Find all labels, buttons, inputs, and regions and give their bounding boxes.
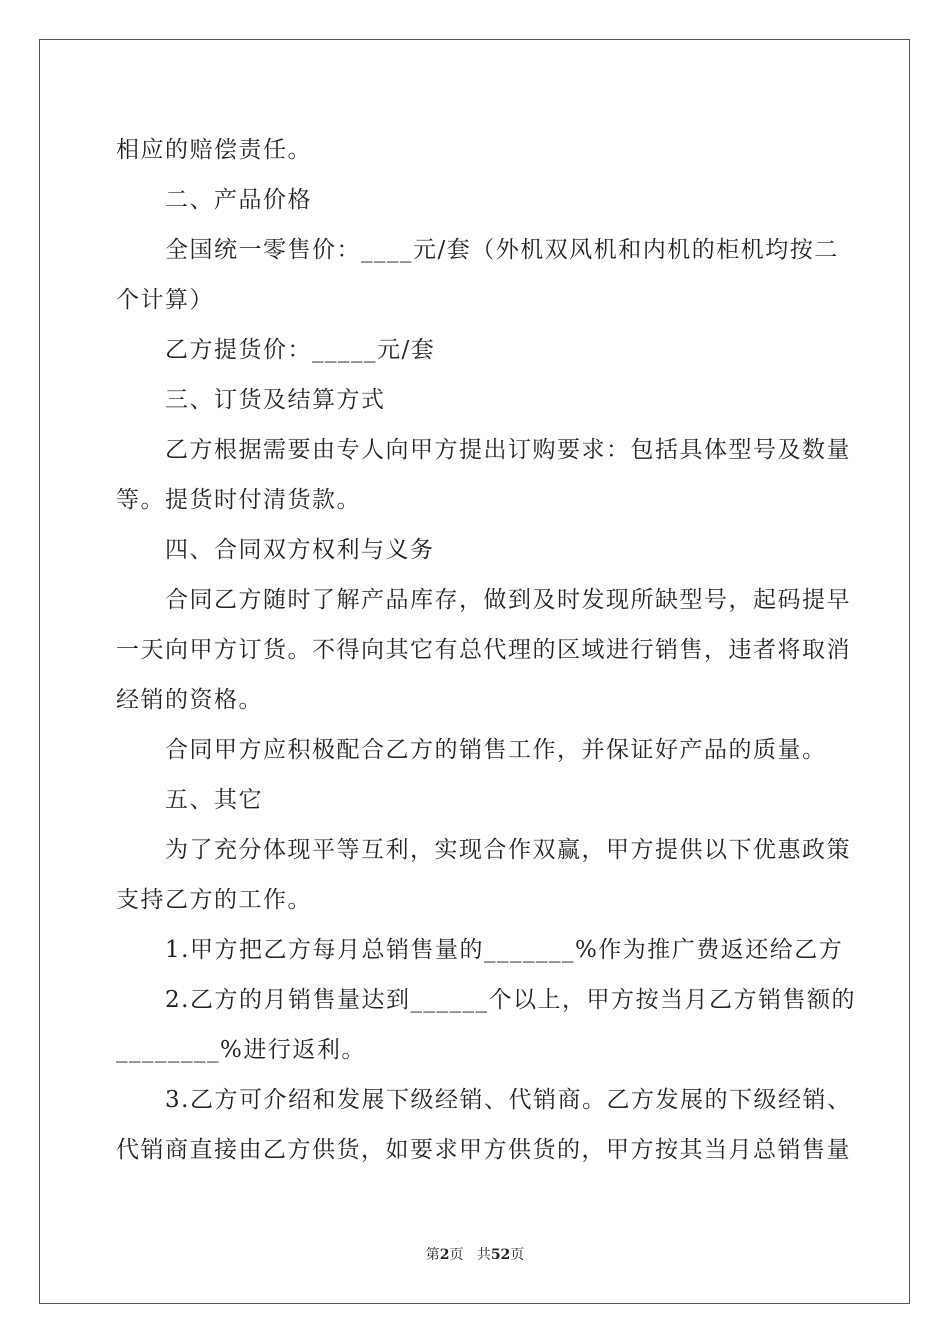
text-line: 合同甲方应积极配合乙方的销售工作，并保证好产品的质量。 — [165, 737, 827, 763]
text-line: 一天向甲方订货。不得向其它有总代理的区域进行销售，违者将取消 — [116, 637, 851, 663]
text-line: 经销的资格。 — [116, 687, 263, 713]
text-line: 代销商直接由乙方供货，如要求甲方供货的，甲方按其当月总销售量 — [116, 1137, 851, 1163]
section-heading: 五、其它 — [165, 787, 263, 813]
text-line: 个计算） — [116, 287, 214, 313]
page-footer — [0, 1246, 950, 1264]
text-line: 全国统一零售价：____元/套（外机双风机和内机的柜机均按二 — [165, 237, 839, 263]
total-prefix: 共 — [476, 1247, 491, 1263]
text-line: 支持乙方的工作。 — [116, 887, 312, 913]
section-heading: 四、合同双方权利与义务 — [165, 537, 435, 563]
list-item: 3.乙方可介绍和发展下级经销、代销商。乙方发展的下级经销、 — [165, 1087, 852, 1113]
list-item: 2.乙方的月销售量达到______个以上，甲方按当月乙方销售额的 — [165, 987, 856, 1013]
text-line: 相应的赔偿责任。 — [116, 137, 312, 163]
section-heading: 二、产品价格 — [165, 187, 312, 213]
page-prefix: 第 — [425, 1247, 440, 1263]
text-line: 为了充分体现平等互利，实现合作双赢，甲方提供以下优惠政策 — [165, 837, 851, 863]
list-item: 1.甲方把乙方每月总销售量的_______%作为推广费返还给乙方 — [165, 937, 844, 963]
page-suffix: 页 — [449, 1247, 464, 1263]
text-line: ________%进行返利。 — [116, 1037, 366, 1063]
total-suffix: 页 — [510, 1247, 525, 1263]
text-line: 乙方根据需要由专人向甲方提出订购要求：包括具体型号及数量 — [165, 437, 851, 463]
total-pages: 52 — [490, 1247, 511, 1263]
text-line: 乙方提货价：_____元/套 — [165, 337, 436, 363]
page-number: 2 — [439, 1247, 450, 1263]
text-line: 合同乙方随时了解产品库存，做到及时发现所缺型号，起码提早 — [165, 587, 851, 613]
text-line: 等。提货时付清货款。 — [116, 487, 361, 513]
section-heading: 三、订货及结算方式 — [165, 387, 386, 413]
